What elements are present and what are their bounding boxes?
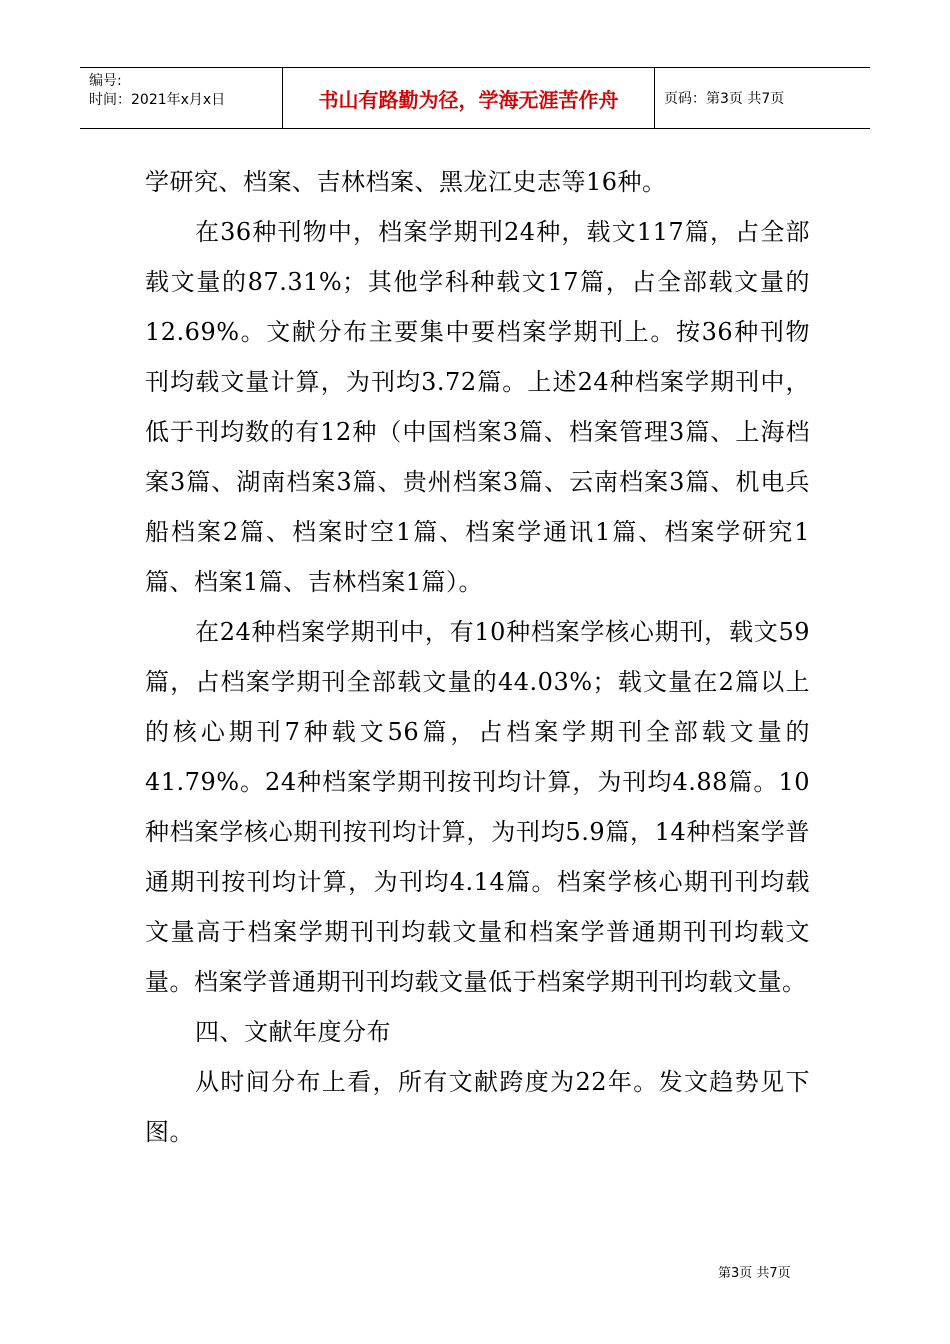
paragraph: 在24种档案学期刊中，有10种档案学核心期刊，载文59篇，占档案学期刊全部载文量的44.03%；载文量在2篇以上的核心期刊7种载文56篇，占档案学期刊全部载文量的41.79%。24种档案学期刊按刊均计算，为刊均4.88篇。10种档案学核心期刊按刊均计算，为刊均5.9篇，14种档案学普通期刊按刊均计算，为刊均4.14篇。档案学核心期刊刊均载文量高于档案学期刊刊均载文量和档案学普通期刊刊均载文量。档案学普通期刊刊均载文量低于档案学期刊刊均载文量。	[145, 618, 810, 996]
paragraph: 从时间分布上看，所有文献跨度为22年。发文趋势见下图。	[145, 1068, 810, 1146]
paragraph-continued: 学研究、档案、吉林档案、黑龙江史志等16种。	[145, 168, 667, 196]
header-meta	[80, 68, 283, 128]
header-page-number: 页码：第3页 共7页	[664, 91, 785, 107]
page-header	[80, 67, 870, 129]
section-heading: 四、文献年度分布	[195, 1018, 391, 1046]
document-body	[145, 157, 810, 1157]
header-motto: 书山有路勤为径，学海无涯苦作舟	[283, 68, 655, 128]
page-footer: 第3页 共7页	[718, 1266, 791, 1281]
document-time-label: 时间：2021年x月x日	[89, 92, 226, 108]
document-number-label: 编号:	[89, 73, 122, 89]
paragraph: 在36种刊物中，档案学期刊24种，载文117篇，占全部载文量的87.31%；其他学科种载文17篇，占全部载文量的12.69%。文献分布主要集中要档案学期刊上。按36种刊物刊均载文量计算，为刊均3.72篇。上述24种档案学期刊中，低于刊均数的有12种（中国档案3篇、档案管理3篇、上海档案3篇、湖南档案3篇、贵州档案3篇、云南档案3篇、机电兵船档案2篇、档案时空1篇、档案学通讯1篇、档案学研究1篇、档案1篇、吉林档案1篇）。	[145, 218, 810, 596]
